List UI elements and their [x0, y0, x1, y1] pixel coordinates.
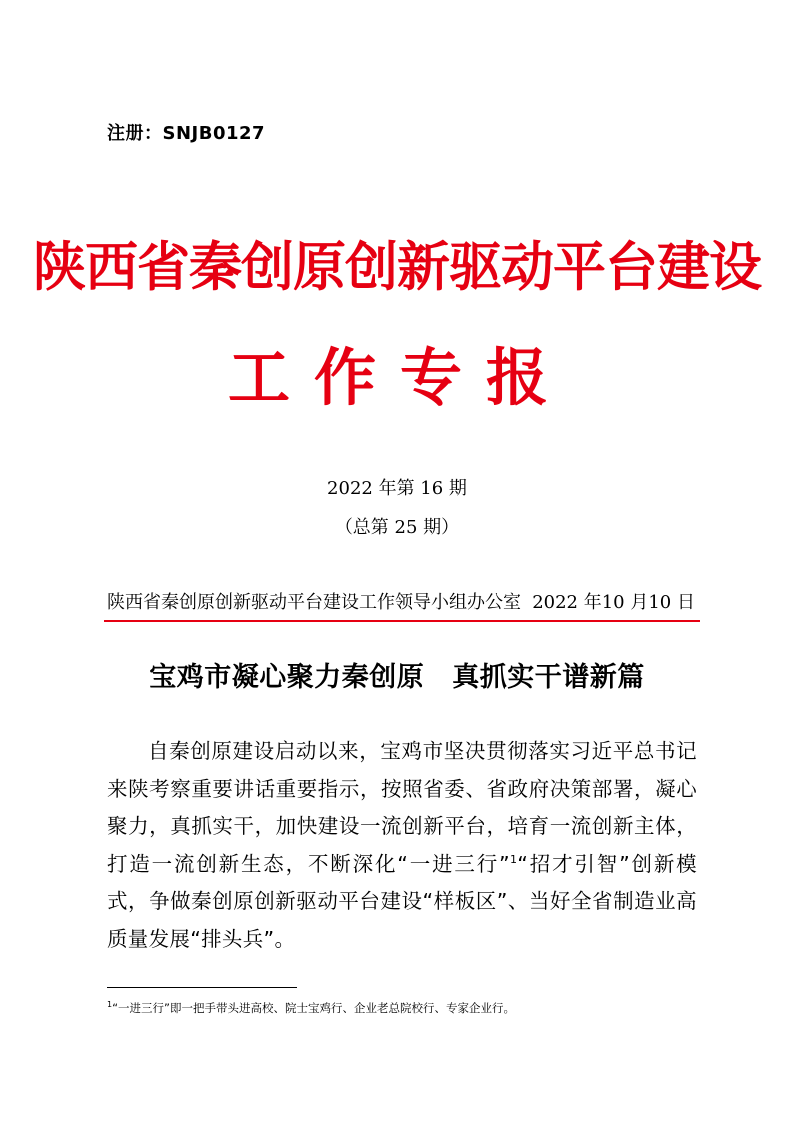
article-title [0, 655, 794, 694]
organization-title: 陕西省秦创原创新驱动平台建设 [33, 236, 761, 298]
paragraph-text-1: 自秦创原建设启动以来，宝鸡市坚决贯彻落实习近平总书记来陕考察重要讲话重要指示，按照省委、省政府决策部署，凝心聚力，真抓实干，加快建设一流创新平台，培育一流创新主体，打造一流创新生态，不断深化“一进三行” [107, 739, 697, 876]
issue-total-number: （总第 25 期） [334, 517, 460, 538]
red-divider [104, 620, 700, 622]
footnote-divider [107, 987, 297, 988]
footnote-reference: 1 [509, 852, 518, 866]
footnote [107, 1000, 515, 1016]
issuing-info [107, 588, 695, 614]
article-paragraph [107, 733, 697, 958]
issuing-office: 陕西省秦创原创新驱动平台建设工作领导小组办公室 [107, 592, 521, 613]
article-title-part2: 真抓实干谱新篇 [452, 662, 645, 693]
article-title-part1: 宝鸡市凝心聚力秦创原 [149, 662, 425, 693]
footnote-text: “一进三行”即一把手带头进高校、院士宝鸡行、企业老总院校行、专家企业行。 [112, 1001, 516, 1015]
issue-number: 2022 年第 16 期 [327, 478, 467, 499]
registration-number: 注册：SNJB0127 [107, 123, 266, 144]
footnote-mark: 1 [107, 1000, 113, 1010]
report-title: 工作专报 [228, 341, 573, 414]
issue-date: 2022 年10 月10 日 [532, 592, 695, 613]
paragraph-text-2: “招才引智”创新模式，争做秦创原创新驱动平台建设“样板区”、当好全省制造业高质量发展“排头兵”。 [107, 851, 697, 951]
